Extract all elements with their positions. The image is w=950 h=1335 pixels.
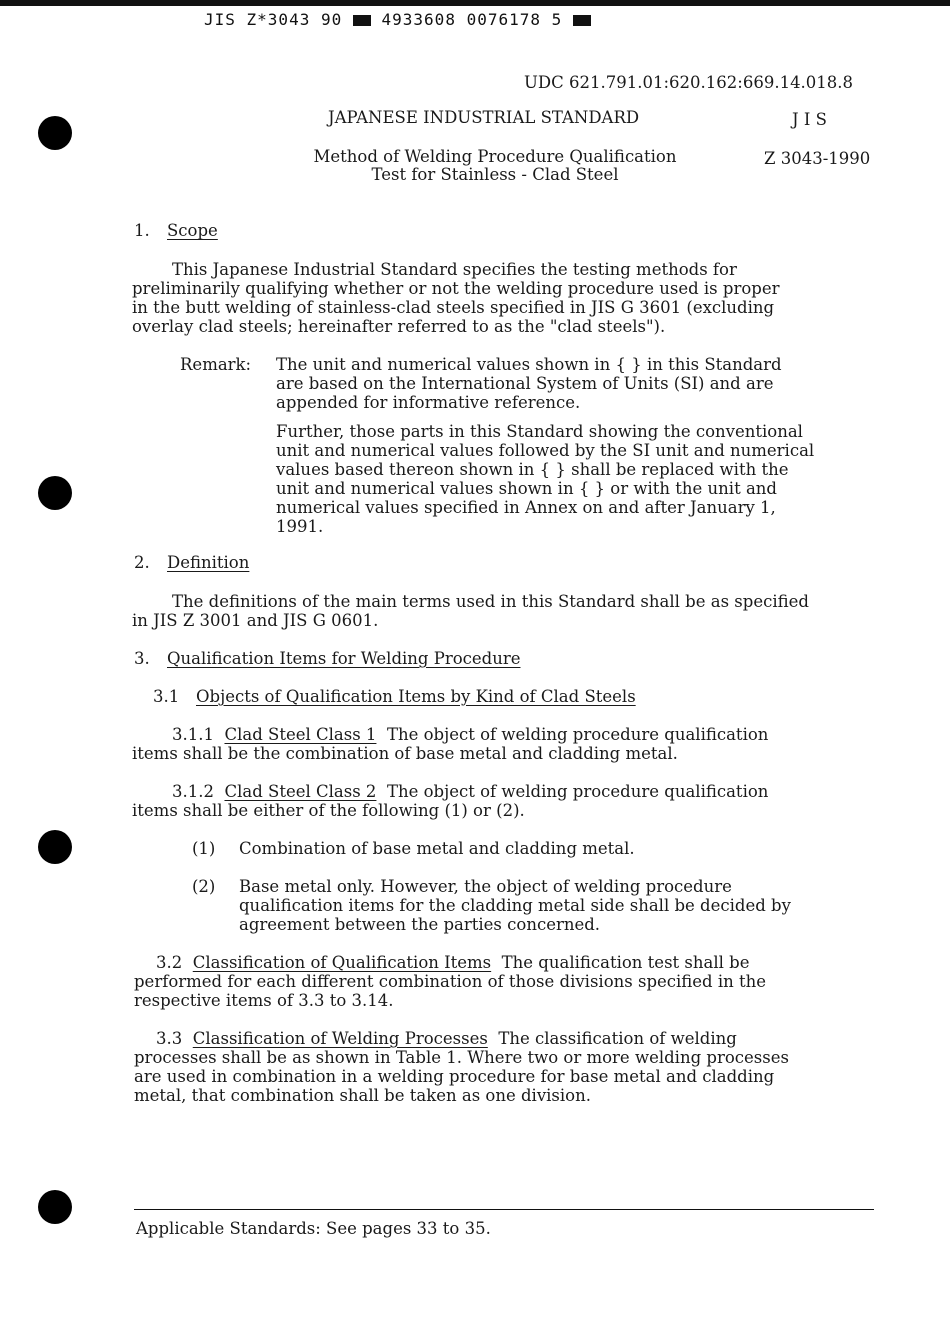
standard-name: JAPANESE INDUSTRIAL STANDARD <box>328 108 640 127</box>
section-3-3-text: The classification of welding <box>498 1029 737 1048</box>
section-3-2-title: Classification of Qualification Items <box>192 953 492 972</box>
section-3-3-body: processes shall be as shown in Table 1. Where two or more welding processes are used in combination in a welding procedure for base metal and cladding metal, that combination shall be taken as one division. <box>134 1048 789 1105</box>
section-3-heading: Qualification Items for Welding Procedure <box>167 649 521 668</box>
section-3-1-1-title: Clad Steel Class 1 <box>224 725 377 744</box>
section-3-1-1-line2: items shall be the combination of base metal and cladding metal. <box>132 744 678 763</box>
section-2-number: 2. <box>134 553 150 572</box>
section-3-3-line1 <box>156 1029 737 1048</box>
section-3-1-1-text: The object of welding procedure qualification <box>386 725 769 744</box>
jis-mark: J I S <box>792 110 827 129</box>
section-2-body: The definitions of the main terms used in this Standard shall be as specified in JIS Z 3001 and JIS G 0601. <box>132 592 809 630</box>
section-3-2-line1 <box>156 953 749 972</box>
punch-hole-2 <box>38 476 72 510</box>
footer-divider <box>134 1209 874 1210</box>
punch-hole-4 <box>38 1190 72 1224</box>
section-3-1-2-line2: items shall be either of the following (1) or (2). <box>132 801 525 820</box>
section-3-1-2-line1 <box>172 782 768 801</box>
scan-header-code: JIS Z*3043 90 4933608 0076178 5 <box>204 10 591 29</box>
barcode-block-1 <box>353 15 371 26</box>
document-title-line2: Test for Stainless - Clad Steel <box>371 165 619 184</box>
section-3-3-title: Classification of Welding Processes <box>192 1029 488 1048</box>
section-3-number: 3. <box>134 649 150 668</box>
list-item-1-text: Combination of base metal and cladding metal. <box>239 839 635 858</box>
section-1-heading: Scope <box>167 221 218 240</box>
section-1-body: This Japanese Industrial Standard specifies the testing methods for preliminarily qualifying whether or not the welding procedure used is proper in the butt welding of stainless-clad steels specified in JIS G 3601 (excluding overlay clad steels; hereinafter referred to as the "clad steels"). <box>132 260 780 336</box>
section-3-1-2-text: The object of welding procedure qualification <box>386 782 769 801</box>
udc-code: UDC 621.791.01:620.162:669.14.018.8 <box>524 73 854 92</box>
list-item-1-number: (1) <box>192 839 216 858</box>
punch-hole-1 <box>38 116 72 150</box>
footer-applicable-standards: Applicable Standards: See pages 33 to 35. <box>136 1219 491 1238</box>
section-3-1-1-number: 3.1.1 <box>172 725 214 744</box>
section-3-1-heading: Objects of Qualification Items by Kind of Clad Steels <box>196 687 636 706</box>
remark-paragraph-1: The unit and numerical values shown in { } in this Standard are based on the International System of Units (SI) and are appended for informative reference. <box>276 355 782 412</box>
section-3-2-text: The qualification test shall be <box>501 953 750 972</box>
section-3-1-number: 3.1 <box>153 687 180 706</box>
scan-top-border <box>0 0 950 6</box>
document-title-line1: Method of Welding Procedure Qualification <box>313 147 677 166</box>
section-3-1-1-line1 <box>172 725 768 744</box>
remark-label: Remark: <box>180 355 252 374</box>
standard-number: Z 3043-1990 <box>764 149 871 168</box>
section-1-number: 1. <box>134 221 150 240</box>
section-3-1-2-number: 3.1.2 <box>172 782 214 801</box>
list-item-2-text: Base metal only. However, the object of welding procedure qualification items for the cladding metal side shall be decided by agreement between the parties concerned. <box>239 877 791 934</box>
section-3-2-body: performed for each different combination of those divisions specified in the respective items of 3.3 to 3.14. <box>134 972 767 1010</box>
remark-paragraph-2: Further, those parts in this Standard showing the conventional unit and numerical values followed by the SI unit and numerical values based thereon shown in { } shall be replaced with the unit and numerical values shown in { } or with the unit and numerical values specified in Annex on and after January 1, 1991. <box>276 422 815 536</box>
section-3-1-2-title: Clad Steel Class 2 <box>224 782 377 801</box>
punch-hole-3 <box>38 830 72 864</box>
list-item-2-number: (2) <box>192 877 216 896</box>
section-3-3-number: 3.3 <box>156 1029 183 1048</box>
section-2-heading: Definition <box>167 553 250 572</box>
section-3-2-number: 3.2 <box>156 953 183 972</box>
barcode-block-2 <box>573 15 591 26</box>
